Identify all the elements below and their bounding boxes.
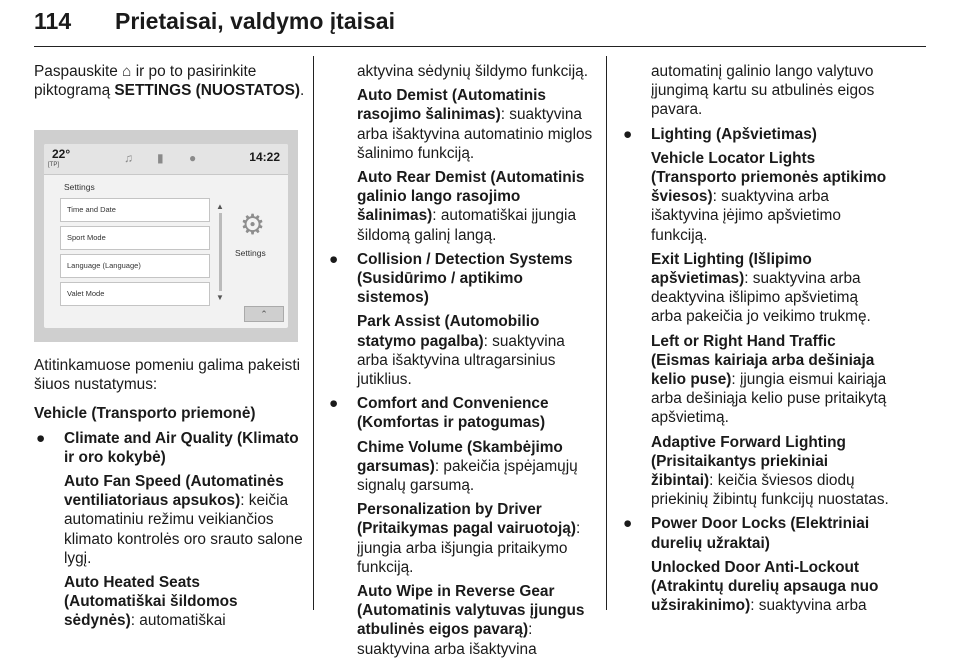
continued-text: aktyvina sėdynių šildymo funkciją. xyxy=(357,63,588,80)
list-item: Sport Mode xyxy=(60,226,210,250)
settings-screenshot xyxy=(34,130,298,342)
column-1-lower xyxy=(34,356,306,636)
section-heading: Vehicle (Transporto priemonė) xyxy=(34,405,256,423)
column-divider-1 xyxy=(313,56,314,610)
list-item: ● Climate and Air Quality (Klimato ir oro kokybė) xyxy=(36,429,299,466)
column-1 xyxy=(34,62,306,105)
list-item: Time and Date xyxy=(60,198,210,222)
list-item: ● Lighting (Apšvietimas) xyxy=(623,125,817,143)
heated-seats-entry: Auto Heated Seats (Automatiškai šildomos sėdynės): automatiškai xyxy=(64,574,238,630)
settings-side-label: Settings xyxy=(235,248,266,258)
column-3 xyxy=(621,62,889,620)
chevron-up-icon: ▲ xyxy=(216,202,224,211)
chevron-up-button-icon: ⌃ xyxy=(244,306,284,322)
header-rule xyxy=(34,46,926,47)
settings-title: Settings xyxy=(64,182,95,192)
phone-icon: ▮ xyxy=(157,151,164,165)
auto-wipe-entry: Auto Wipe in Reverse Gear (Automatinis valytuvas įjungus atbulinės eigos pavarą): suaktyvina arba išaktyvina xyxy=(357,583,585,658)
home-icon: ⌂ xyxy=(122,63,132,80)
exit-lighting-entry: Exit Lighting (Išlipimo apšvietimas): suaktyvina arba deaktyvina išlipimo apšvietimą arba pakeičia jo veikimo trukmę. xyxy=(651,250,871,326)
chevron-down-icon: ▼ xyxy=(216,293,224,302)
personalization-entry: Personalization by Driver (Pritaikymas pagal vairuotoją): įjungia arba išjungia pritaikymo funkciją. xyxy=(357,501,581,576)
column-divider-2 xyxy=(606,56,607,610)
locator-lights-entry: Vehicle Locator Lights (Transporto priemonės aptikimo šviesos): suaktyvina arba išaktyvina įėjimo apšvietimo funkciją. xyxy=(651,149,887,244)
chime-volume-entry: Chime Volume (Skambėjimo garsumas): pakeičia įspėjamųjų signalų garsumą. xyxy=(357,438,578,495)
traffic-side-entry: Left or Right Hand Traffic (Eismas kairiaja arba dešiniaja kelio puse): įjungia eismui kairiąja arba dešiniąja kelio puse pritaikytą apšvietimą. xyxy=(651,332,887,427)
clock-display: 14:22 xyxy=(249,150,280,164)
park-assist-entry: Park Assist (Automobilio statymo pagalba): suaktyvina arba išaktyvina ultragarsinius jutiklius. xyxy=(357,313,565,389)
adaptive-lighting-entry: Adaptive Forward Lighting (Prisitaikantys priekiniai žibintai): keičia šviesos diodų priekinių žibintų funkcijų nuostatas. xyxy=(651,433,889,509)
intro-paragraph: Paspauskite ⌂ ir po to pasirinkite piktogramą SETTINGS (NUOSTATOS). xyxy=(34,63,305,100)
list-item: ● Collision / Detection Systems (Susidūrimo / aptikimo sistemos) xyxy=(329,250,573,307)
list-item: Valet Mode xyxy=(60,282,210,306)
temperature-display: 22° xyxy=(52,147,71,161)
anti-lockout-entry: Unlocked Door Anti-Lockout (Atrakintų durelių apsauga nuo užsirakinimo): suaktyvina arba xyxy=(651,558,879,615)
continued-text: automatinį galinio lango valytuvo įjungimą kartu su atbulinės eigos pavara. xyxy=(651,63,875,119)
infotainment-screen xyxy=(44,144,288,328)
gear-icon: ⚙ xyxy=(240,209,266,240)
after-screenshot-text: Atitinkamuose pomeniu galima pakeisti šiuos nustatymus: xyxy=(34,357,301,394)
music-icon: ♫ xyxy=(124,151,133,165)
list-item: Language (Language) xyxy=(60,254,210,278)
tp-indicator: [TP] xyxy=(48,162,60,168)
rear-demist-entry: Auto Rear Demist (Automatinis galinio lango rasojimo šalinimas): automatiškai įjungia šildomą galinį langą. xyxy=(357,169,585,244)
settings-list xyxy=(60,198,210,310)
column-2 xyxy=(327,62,595,664)
list-item: ● Comfort and Convenience (Komfortas ir patogumas) xyxy=(329,395,549,432)
list-item: ● Power Door Locks (Elektriniai durelių užraktai) xyxy=(623,515,870,552)
status-bar xyxy=(44,144,288,175)
fan-speed-entry: Auto Fan Speed (Automatinės ventiliatoriaus apsukos): keičia automatiniu režimu veikiančios klimato kontrolės oro srauto salone lygį. xyxy=(64,473,303,567)
page-number: 114 xyxy=(34,8,72,34)
scrollbar xyxy=(215,202,225,302)
auto-demist-entry: Auto Demist (Automatinis rasojimo šalinimas): suaktyvina arba išaktyvina automatinio miglos šalinimo funkciją. xyxy=(357,87,593,162)
nav-icon: ● xyxy=(189,151,197,165)
page-title: Prietaisai, valdymo įtaisai xyxy=(115,8,395,34)
